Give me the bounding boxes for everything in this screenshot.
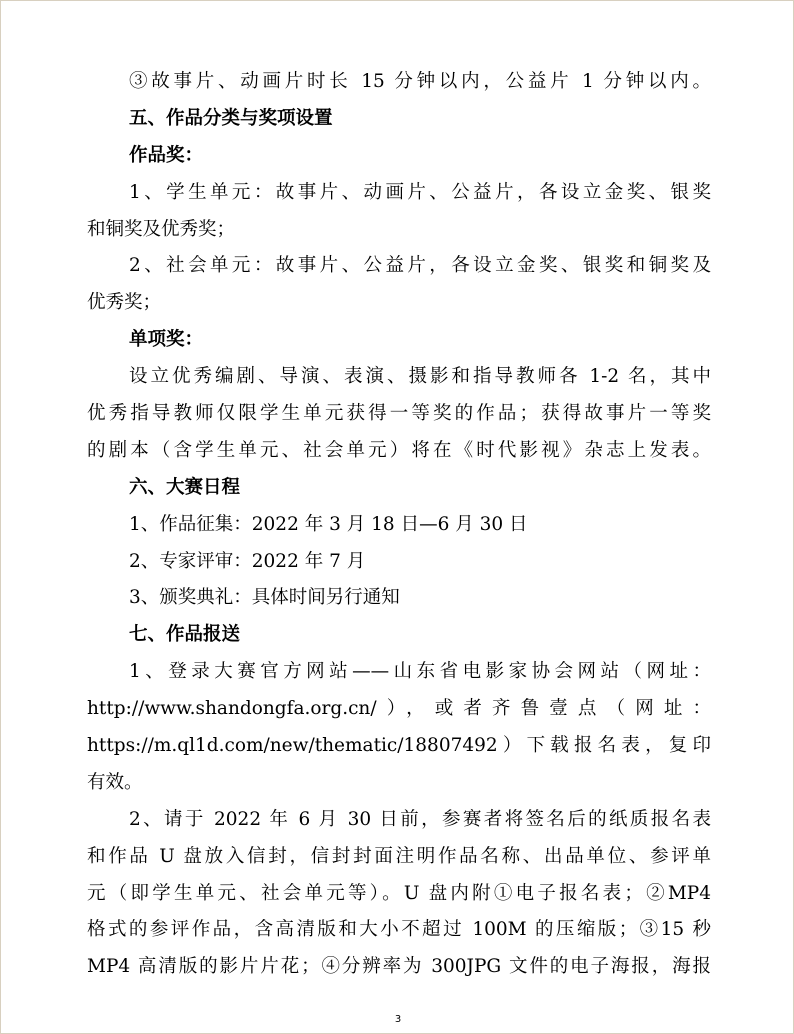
- paragraph-line: 优秀奖；: [87, 292, 162, 314]
- document-body: [87, 64, 711, 986]
- paragraph-line: https://m.ql1d.com/new/thematic/18807492）下载报名表，复印: [87, 735, 711, 757]
- section-heading: 七、作品报送: [129, 624, 241, 646]
- paragraph-line: 的剧本（含学生单元、社会单元）将在《时代影视》杂志上发表。: [87, 439, 711, 461]
- paragraph-line: 设立优秀编剧、导演、表演、摄影和指导教师各 1-2 名，其中: [129, 366, 711, 388]
- paragraph-line: ③故事片、动画片时长 15 分钟以内，公益片 1 分钟以内。: [129, 71, 711, 92]
- paragraph-line: 1、学生单元：故事片、动画片、公益片，各设立金奖、银奖: [129, 181, 711, 203]
- paragraph-line: 和铜奖及优秀奖；: [87, 218, 236, 240]
- subsection-heading: 作品奖：: [129, 144, 204, 166]
- paragraph-line: 2、专家评审：2022 年 7 月: [129, 550, 366, 572]
- paragraph-line: 优秀指导教师仅限学生单元获得一等奖的作品；获得故事片一等奖: [87, 403, 711, 425]
- page-number: 3: [394, 1014, 402, 1025]
- paragraph-line: http://www.shandongfa.org.cn/），或者齐鲁壹点（网址：: [87, 698, 711, 720]
- section-heading: 五、作品分类与奖项设置: [129, 107, 333, 129]
- paragraph-line: 2、社会单元：故事片、公益片，各设立金奖、银奖和铜奖及: [129, 255, 711, 277]
- paragraph-line: 1、作品征集：2022 年 3 月 18 日—6 月 30 日: [129, 513, 528, 535]
- paragraph-line: 和作品 U 盘放入信封，信封封面注明作品名称、出品单位、参评单: [87, 845, 711, 867]
- paragraph-line: 元（即学生单元、社会单元等）。U 盘内附①电子报名表；②MP4: [87, 882, 711, 904]
- subsection-heading: 单项奖：: [129, 329, 204, 351]
- paragraph-line: 1、登录大赛官方网站——山东省电影家协会网站（网址：: [129, 661, 711, 683]
- paragraph-line: 3、颁奖典礼：具体时间另行通知: [129, 587, 400, 609]
- paragraph-line: MP4 高清版的影片片花；④分辨率为 300JPG 文件的电子海报，海报: [87, 956, 711, 978]
- paragraph-line: 格式的参评作品，含高清版和大小不超过 100M 的压缩版；③15 秒: [87, 919, 711, 941]
- section-heading: 六、大赛日程: [129, 476, 241, 498]
- paragraph-line: 有效。: [87, 771, 143, 793]
- paragraph-line: 2、请于 2022 年 6 月 30 日前，参赛者将签名后的纸质报名表: [129, 808, 711, 830]
